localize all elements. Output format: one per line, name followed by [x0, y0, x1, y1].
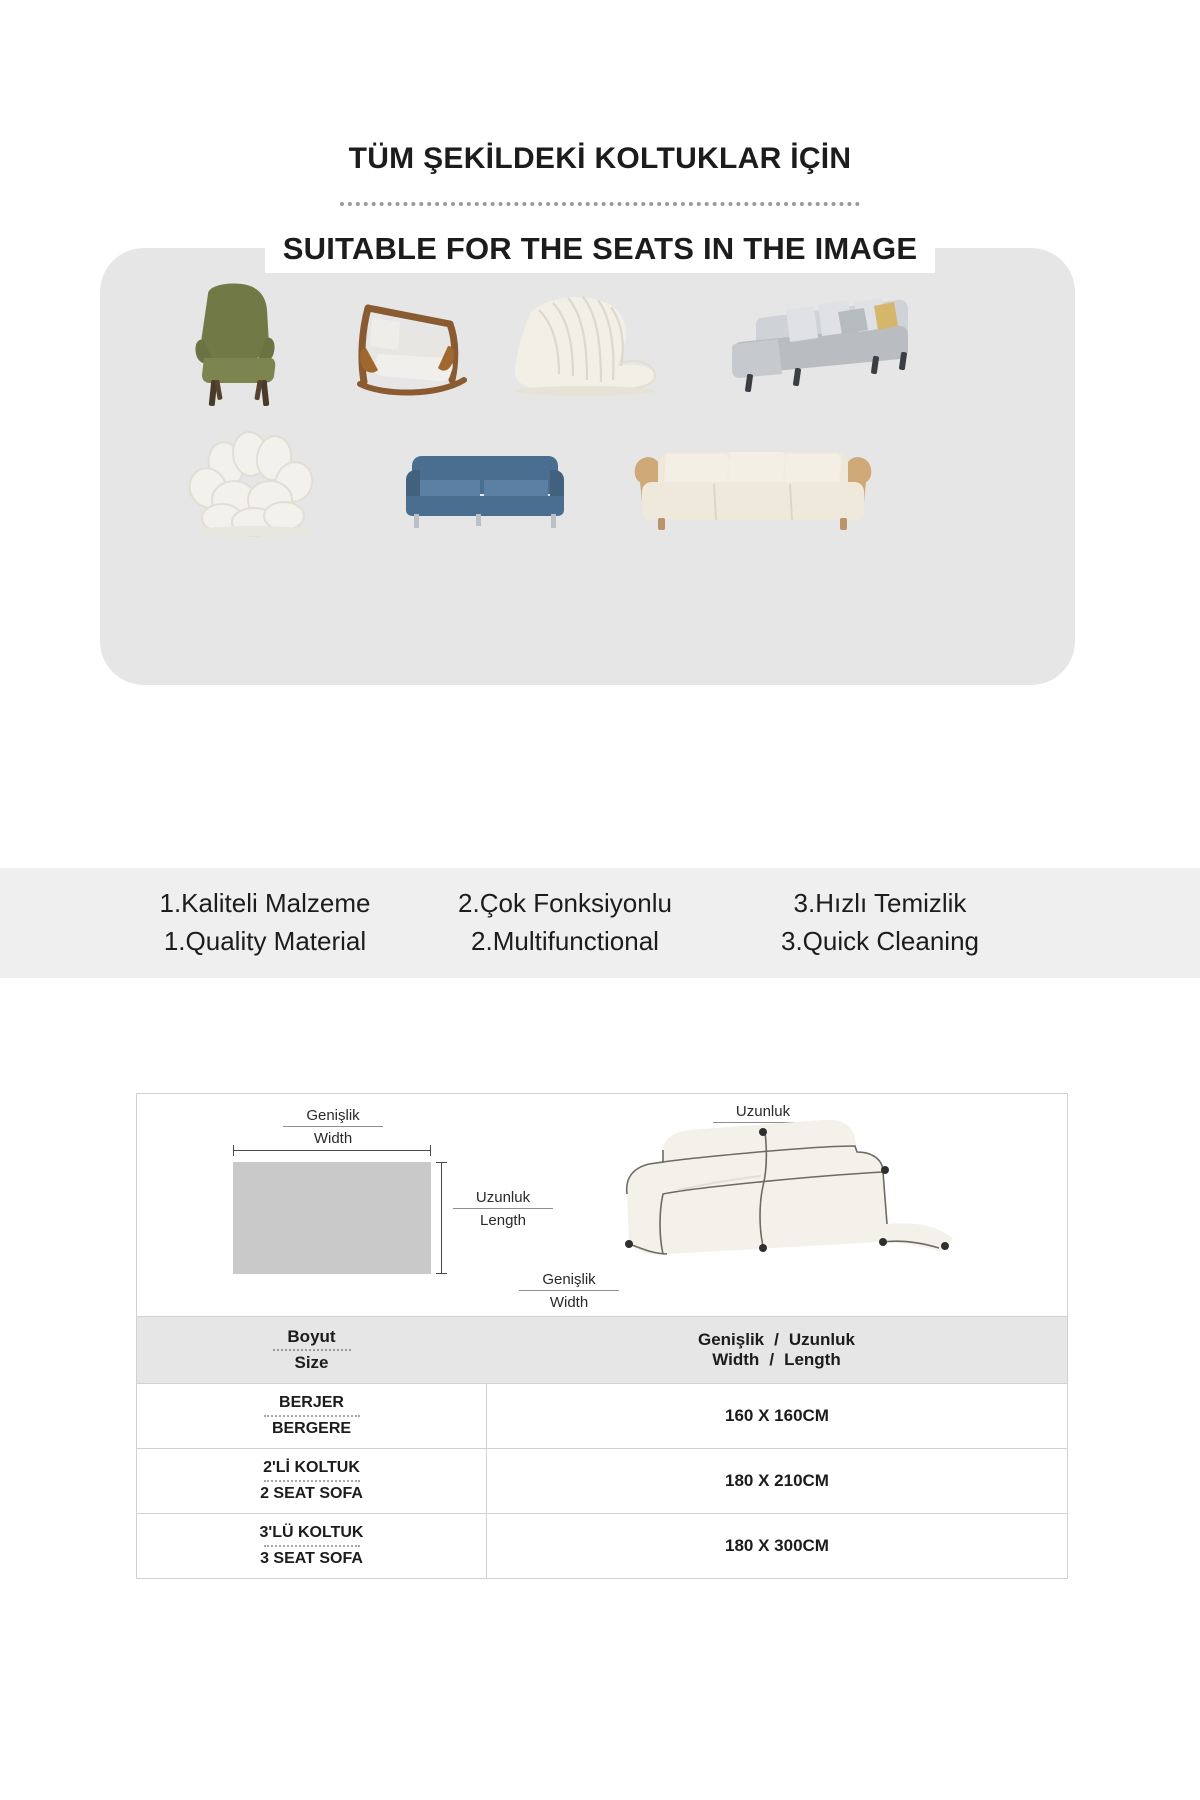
- rect-width-label-tr: Genişlik: [306, 1107, 360, 1124]
- rect-length-label-en: Length: [453, 1208, 553, 1231]
- rect-length-dimension-line: [441, 1162, 442, 1274]
- features-band: [0, 868, 1200, 978]
- wooden-rocking-chair-icon: [338, 288, 478, 411]
- green-armchair-icon: [170, 280, 300, 415]
- blanket-rectangle-sample: [233, 1162, 431, 1274]
- row-2-name-en: 2 SEAT SOFA: [260, 1485, 363, 1502]
- row-1-dimensions: 160 X 160CM: [725, 1406, 829, 1425]
- size-header-divider: [273, 1349, 351, 1351]
- title-divider: [340, 202, 860, 210]
- row-3-name-tr: 3'LÜ KOLTUK: [259, 1524, 364, 1541]
- feature-item-3: [715, 884, 1045, 960]
- row-3-dimensions: 180 X 300CM: [725, 1536, 829, 1555]
- row-1-name-tr: BERJER: [279, 1394, 344, 1411]
- size-diagram-row: [137, 1094, 1067, 1317]
- beige-three-seat-sofa-icon: [628, 438, 878, 539]
- rect-length-label-tr: Uzunluk: [475, 1189, 531, 1206]
- row-1-name-en: BERGERE: [271, 1420, 352, 1437]
- dimension-header-en-row: [712, 1350, 840, 1370]
- showcase-section: [0, 0, 1200, 860]
- size-header-cell: [137, 1317, 486, 1383]
- cream-lounge-chair-icon: [505, 290, 665, 405]
- row-3-name-cell: [137, 1514, 487, 1578]
- feature-3-label-en: 3.Quick Cleaning: [781, 926, 979, 956]
- row-2-name-tr: 2'Lİ KOLTUK: [263, 1459, 360, 1476]
- rect-width-label-en: Width: [283, 1126, 383, 1149]
- row-3-name-en: 3 SEAT SOFA: [260, 1550, 363, 1567]
- table-row: [137, 1514, 1067, 1578]
- row-2-name-cell: [137, 1449, 487, 1513]
- page-title-turkish: TÜM ŞEKİLDEKİ KOLTUKLAR İÇİN: [348, 142, 852, 175]
- size-header-tr: Boyut: [287, 1327, 336, 1346]
- feature-1-label-tr: 1.Kaliteli Malzeme: [159, 888, 371, 918]
- rect-length-label: [453, 1188, 553, 1231]
- dimension-header-slash-top: /: [774, 1330, 779, 1349]
- size-chart-header: [137, 1317, 1067, 1384]
- row-2-divider: [264, 1480, 360, 1482]
- feature-2-label-tr: 2.Çok Fonksiyonlu: [458, 888, 672, 918]
- feature-2-label-en: 2.Multifunctional: [471, 926, 659, 956]
- blue-two-seat-sofa-icon: [398, 450, 573, 537]
- table-row: [137, 1449, 1067, 1514]
- dimension-header-length-tr: Uzunluk: [788, 1330, 855, 1349]
- table-row: [137, 1384, 1067, 1449]
- dimension-header-length-en: Length: [784, 1350, 841, 1369]
- dimension-header-slash-bottom: /: [769, 1350, 775, 1369]
- feature-3-label-tr: 3.Hızlı Temizlik: [793, 888, 967, 918]
- page-title-english: SUITABLE FOR THE SEATS IN THE IMAGE: [265, 225, 935, 273]
- dimension-header-cell: [486, 1317, 1067, 1383]
- row-3-divider: [264, 1545, 360, 1547]
- feature-item-1: [110, 884, 420, 960]
- feature-1-label-en: 1.Quality Material: [163, 926, 367, 956]
- size-header-en: Size: [294, 1353, 329, 1372]
- white-boucle-armchair-icon: [182, 430, 327, 545]
- dimension-header-width-tr: Genişlik: [698, 1330, 765, 1349]
- covered-sofa-diagram: [567, 1106, 987, 1306]
- sofa-width-label-tr: Genişlik: [542, 1271, 596, 1288]
- size-chart: [136, 1093, 1068, 1579]
- rect-width-label: [283, 1106, 383, 1149]
- grey-sectional-sofa-icon: [722, 288, 912, 405]
- row-2-dimensions: 180 X 210CM: [725, 1471, 829, 1490]
- sofa-width-label-en: Width: [519, 1290, 619, 1313]
- rect-width-dimension-line: [233, 1150, 431, 1151]
- sofa-length-label-tr: Uzunluk: [735, 1103, 791, 1120]
- row-1-name-cell: [137, 1384, 487, 1448]
- dimension-header-tr-row: [698, 1330, 855, 1350]
- feature-item-2: [415, 884, 715, 960]
- dimension-header-width-en: Width: [712, 1350, 760, 1369]
- row-1-divider: [264, 1415, 360, 1417]
